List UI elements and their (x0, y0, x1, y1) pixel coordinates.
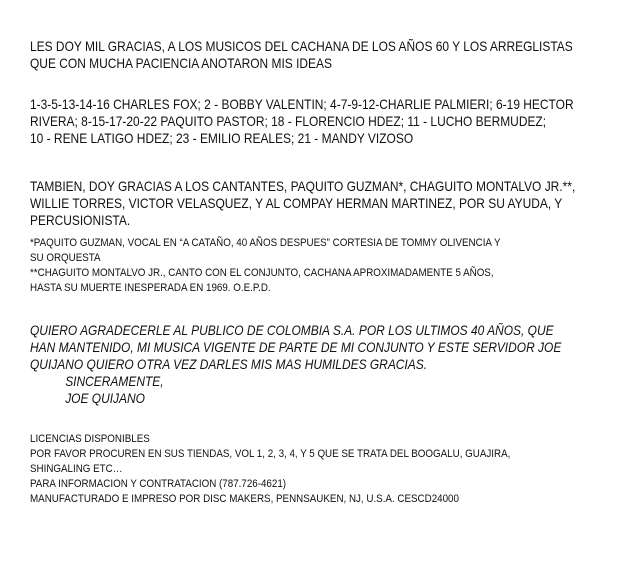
text-line: POR FAVOR PROCUREN EN SUS TIENDAS, VOL 1, 2, 3, 4, Y 5 QUE SE TRATA DEL BOOGALU, GUAJIRA, (30, 448, 511, 460)
closing-text: SINCERAMENTE, (65, 374, 164, 389)
colombia-thanks-paragraph (30, 322, 628, 407)
musicians-thanks-paragraph (30, 38, 628, 72)
arranger-credits-paragraph (30, 96, 628, 147)
footnote-line: HASTA SU MUERTE INESPERADA EN 1969. O.E.P.D. (30, 282, 271, 294)
text-line: RIVERA; 8-15-17-20-22 PAQUITO PASTOR; 18 - FLORENCIO HDEZ; 11 - LUCHO BERMUDEZ; (30, 114, 547, 129)
text-line: HAN MANTENIDO, MI MUSICA VIGENTE DE PARTE DE MI CONJUNTO Y ESTE SERVIDOR JOE (30, 340, 562, 355)
text-line: 1-3-5-13-14-16 CHARLES FOX; 2 - BOBBY VALENTIN; 4-7-9-12-CHARLIE PALMIERI; 6-19 HECTOR (30, 97, 574, 112)
license-heading: LICENCIAS DISPONIBLES (30, 433, 150, 445)
signature-text: JOE QUIJANO (65, 391, 145, 406)
text-line: QUE CON MUCHA PACIENCIA ANOTARON MIS IDEAS (30, 56, 332, 71)
footnotes-paragraph (30, 236, 632, 296)
singers-thanks-paragraph (30, 178, 628, 229)
text-line: QUIJANO QUIERO OTRA VEZ DARLES MIS MAS HUMILDES GRACIAS. (30, 357, 428, 372)
text-line: TAMBIEN, DOY GRACIAS A LOS CANTANTES, PAQUITO GUZMAN*, CHAGUITO MONTALVO JR.**, (30, 179, 576, 194)
text-line: LES DOY MIL GRACIAS, A LOS MUSICOS DEL CACHANA DE LOS AÑOS 60 Y LOS ARREGLISTAS (30, 39, 573, 54)
footnote-line: SU ORQUESTA (30, 252, 101, 264)
text-line: QUIERO AGRADECERLE AL PUBLICO DE COLOMBIA S.A. POR LOS ULTIMOS 40 AÑOS, QUE (30, 323, 554, 338)
text-line: WILLIE TORRES, VICTOR VELASQUEZ, Y AL COMPAY HERMAN MARTINEZ, POR SU AYUDA, Y (30, 196, 563, 211)
text-line: SHINGALING ETC… (30, 463, 123, 475)
manufacturer-line: MANUFACTURADO E IMPRESO POR DISC MAKERS, PENNSAUKEN, NJ, U.S.A. CESCD24000 (30, 493, 459, 505)
text-line: PERCUSIONISTA. (30, 213, 131, 228)
license-info-paragraph (30, 432, 632, 507)
footnote-line: *PAQUITO GUZMAN, VOCAL EN “A CATAÑO, 40 AÑOS DESPUES” CORTESIA DE TOMMY OLIVENCIA Y (30, 237, 501, 249)
text-line: 10 - RENE LATIGO HDEZ; 23 - EMILIO REALES; 21 - MANDY VIZOSO (30, 131, 414, 146)
footnote-line: **CHAGUITO MONTALVO JR., CANTO CON EL CONJUNTO, CACHANA APROXIMADAMENTE 5 AÑOS, (30, 267, 494, 279)
contact-phone-line: PARA INFORMACION Y CONTRATACION (787.726-4621) (30, 478, 287, 490)
